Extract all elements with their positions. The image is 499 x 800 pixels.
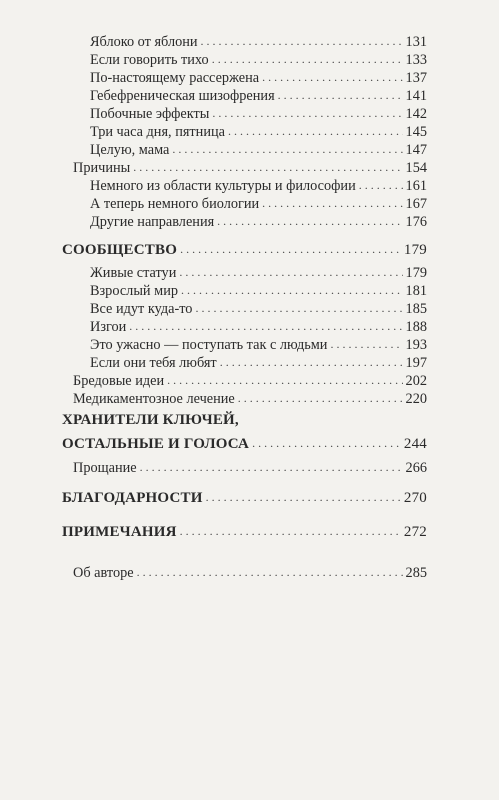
toc-entry[interactable] bbox=[90, 106, 427, 121]
toc-entry-title: А теперь немного биологии bbox=[90, 196, 260, 212]
toc-entry-title: Живые статуи bbox=[90, 265, 177, 281]
toc-entry-title: Если они тебя любят bbox=[90, 355, 217, 371]
toc-entry-page: 137 bbox=[405, 70, 427, 86]
toc-entry-page: 142 bbox=[405, 106, 427, 122]
toc-entry-title: Изгои bbox=[90, 319, 127, 335]
toc-entry-title: Немного из области культуры и философии bbox=[90, 178, 356, 194]
toc-entry-page: 147 bbox=[405, 142, 427, 158]
toc-entry-page: 181 bbox=[405, 283, 427, 299]
toc-entry-page: 270 bbox=[403, 490, 427, 506]
toc-entry-page: 131 bbox=[405, 34, 427, 50]
toc-entry-page: 202 bbox=[405, 373, 427, 389]
toc-entry[interactable] bbox=[90, 301, 427, 316]
toc-entry[interactable] bbox=[90, 196, 427, 211]
toc-leader-dots bbox=[129, 319, 402, 333]
toc-leader-dots bbox=[201, 34, 403, 48]
toc-entry-title: ОСТАЛЬНЫЕ И ГОЛОСА bbox=[62, 436, 250, 452]
toc-entry-page: 193 bbox=[405, 337, 427, 353]
toc-entry-page: 220 bbox=[405, 391, 427, 407]
toc-entry-page: 272 bbox=[403, 524, 427, 540]
toc-leader-dots bbox=[212, 52, 403, 66]
toc-leader-dots bbox=[179, 265, 402, 279]
toc-entry-title: По-настоящему рассержена bbox=[90, 70, 260, 86]
toc-entry[interactable] bbox=[73, 460, 427, 475]
toc-leader-dots bbox=[133, 160, 402, 174]
toc-part-entry[interactable] bbox=[62, 490, 427, 506]
toc-entry-title: Прощание bbox=[73, 460, 137, 476]
toc-entry-page: 197 bbox=[405, 355, 427, 371]
toc-entry-title: БЛАГОДАРНОСТИ bbox=[62, 490, 203, 506]
toc-entry[interactable] bbox=[90, 214, 427, 229]
toc-leader-dots bbox=[195, 301, 402, 315]
toc-entry[interactable] bbox=[73, 373, 427, 388]
toc-leader-dots bbox=[206, 490, 401, 505]
toc-entry[interactable] bbox=[90, 283, 427, 298]
toc-part-title-line1[interactable]: ХРАНИТЕЛИ КЛЮЧЕЙ, bbox=[62, 412, 239, 428]
toc-leader-dots bbox=[180, 242, 401, 257]
toc-leader-dots bbox=[359, 178, 403, 192]
toc-entry-title: Об авторе bbox=[73, 565, 134, 581]
toc-entry[interactable] bbox=[90, 178, 427, 193]
toc-entry[interactable] bbox=[90, 265, 427, 280]
toc-leader-dots bbox=[238, 391, 403, 405]
toc-leader-dots bbox=[262, 70, 402, 84]
toc-entry[interactable] bbox=[90, 355, 427, 370]
toc-entry[interactable] bbox=[73, 160, 427, 175]
toc-entry-title: Гебефреническая шизофрения bbox=[90, 88, 275, 104]
toc-entry[interactable] bbox=[90, 70, 427, 85]
toc-entry-title: Три часа дня, пятница bbox=[90, 124, 225, 140]
toc-leader-dots bbox=[278, 88, 403, 102]
toc-leader-dots bbox=[137, 565, 403, 579]
toc-entry-page: 145 bbox=[405, 124, 427, 140]
toc-entry-page: 141 bbox=[405, 88, 427, 104]
toc-entry[interactable] bbox=[90, 319, 427, 334]
toc-entry-page: 244 bbox=[403, 436, 427, 452]
toc-entry-title: Яблоко от яблони bbox=[90, 34, 198, 50]
toc-entry-title: Побочные эффекты bbox=[90, 106, 210, 122]
toc-entry-title: Все идут куда-то bbox=[90, 301, 193, 317]
toc-leader-dots bbox=[220, 355, 403, 369]
toc-entry-page: 266 bbox=[405, 460, 427, 476]
toc-entry-title: ПРИМЕЧАНИЯ bbox=[62, 524, 177, 540]
toc-entry[interactable] bbox=[90, 142, 427, 157]
toc-entry[interactable] bbox=[90, 337, 427, 352]
toc-part-entry[interactable] bbox=[62, 436, 427, 452]
toc-entry[interactable] bbox=[73, 391, 427, 406]
toc-entry-title: Это ужасно — поступать так с людьми bbox=[90, 337, 328, 353]
toc-entry-title: Если говорить тихо bbox=[90, 52, 209, 68]
toc-entry-page: 185 bbox=[405, 301, 427, 317]
toc-entry-page: 179 bbox=[405, 265, 427, 281]
toc-entry-page: 167 bbox=[405, 196, 427, 212]
toc-entry-page: 154 bbox=[405, 160, 427, 176]
toc-entry-page: 188 bbox=[405, 319, 427, 335]
toc-leader-dots bbox=[167, 373, 402, 387]
toc-entry[interactable] bbox=[90, 52, 427, 67]
toc-entry[interactable] bbox=[90, 34, 427, 49]
toc-leader-dots bbox=[180, 524, 401, 539]
toc-entry[interactable] bbox=[90, 88, 427, 103]
toc-leader-dots bbox=[330, 337, 402, 351]
toc-entry-page: 176 bbox=[405, 214, 427, 230]
toc-leader-dots bbox=[212, 106, 402, 120]
toc-entry-title: Целую, мама bbox=[90, 142, 170, 158]
toc-leader-dots bbox=[262, 196, 402, 210]
toc-entry-title: Причины bbox=[73, 160, 131, 176]
toc-leader-dots bbox=[217, 214, 402, 228]
toc-entry-title: Другие направления bbox=[90, 214, 215, 230]
toc-leader-dots bbox=[140, 460, 403, 474]
toc-entry-title: Бредовые идеи bbox=[73, 373, 165, 389]
toc-entry-title: СООБЩЕСТВО bbox=[62, 242, 178, 258]
toc-entry[interactable] bbox=[73, 565, 427, 580]
toc-entry-title: Медикаментозное лечение bbox=[73, 391, 235, 407]
toc-entry-title: Взрослый мир bbox=[90, 283, 178, 299]
toc-entry-page: 161 bbox=[405, 178, 427, 194]
toc-leader-dots bbox=[181, 283, 403, 297]
toc-leader-dots bbox=[228, 124, 403, 138]
toc-leader-dots bbox=[172, 142, 402, 156]
toc-entry-page: 179 bbox=[403, 242, 427, 258]
toc-entry[interactable] bbox=[90, 124, 427, 139]
toc-part-entry[interactable] bbox=[62, 242, 427, 258]
toc-entry-page: 133 bbox=[405, 52, 427, 68]
toc-leader-dots bbox=[252, 436, 401, 451]
toc-entry-page: 285 bbox=[405, 565, 427, 581]
toc-part-entry[interactable] bbox=[62, 524, 427, 540]
